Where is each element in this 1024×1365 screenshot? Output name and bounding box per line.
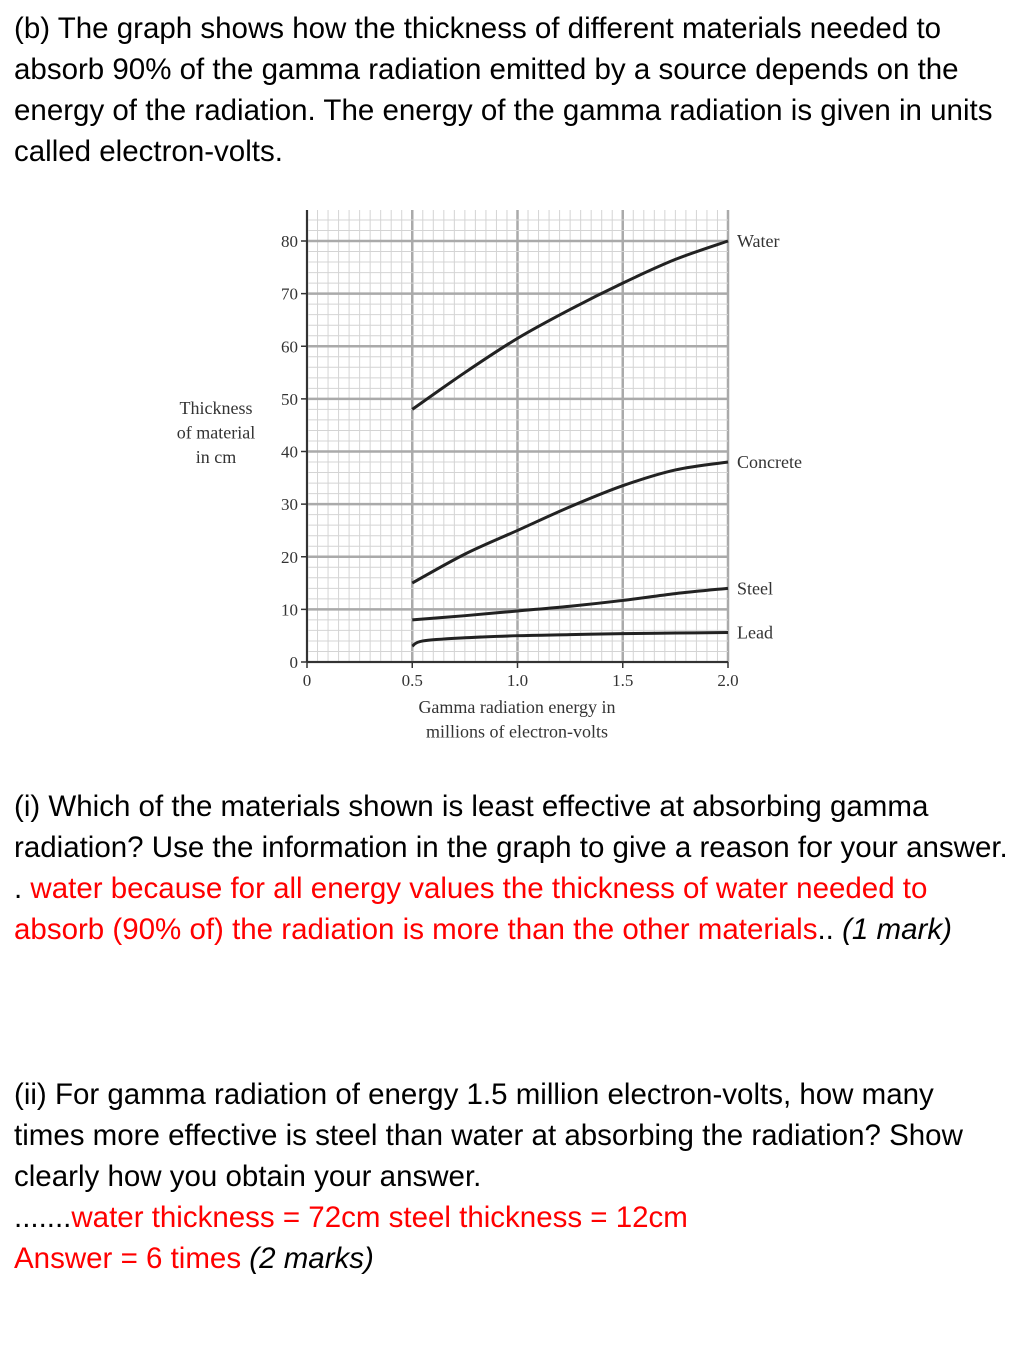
question-2	[14, 1074, 1010, 1279]
answer-1-prefix: .	[14, 872, 31, 905]
y-axis-label-line: Thickness	[179, 398, 253, 418]
x-tick-label: 0.5	[401, 671, 423, 690]
x-tick-label: 0	[302, 671, 312, 690]
y-tick-label: 60	[281, 337, 298, 357]
y-tick-label: 10	[281, 600, 298, 620]
y-tick-label: 30	[281, 495, 298, 515]
y-tick-label: 20	[281, 547, 298, 567]
y-axis-label-line: in cm	[195, 447, 237, 467]
question-1	[14, 786, 1010, 950]
x-axis-label	[418, 697, 615, 742]
x-axis-label-line: Gamma radiation energy in	[418, 697, 616, 717]
series-label-concrete: Concrete	[737, 452, 802, 473]
working-prefix: .......	[14, 1201, 72, 1234]
x-tick-label: 2.0	[717, 671, 739, 690]
y-tick-label: 0	[289, 653, 298, 672]
marks-1: (1 mark)	[842, 913, 952, 946]
y-tick-label: 70	[281, 284, 298, 304]
y-tick-label: 50	[281, 389, 298, 409]
answer-2-text: Answer = 6 times	[14, 1242, 242, 1275]
working-text: water thickness = 72cm steel thickness = 12cm	[71, 1201, 688, 1234]
y-axis-label-line: of material	[176, 422, 256, 443]
question-2-text: (ii) For gamma radiation of energy 1.5 million electron-volts, how many times more effective is steel than water at absorbing the radiation? Show clearly how you obtain your answer.	[14, 1078, 963, 1193]
x-tick-label: 1.5	[612, 671, 634, 690]
intro-text: (b) The graph shows how the thickness of different materials needed to absorb 90% of the gamma radiation emitted by a source depends on the energy of the radiation. The energy of the gamma radiation is given in units called electron-volts.	[14, 12, 993, 168]
x-axis-label-line: millions of electron-volts	[426, 721, 608, 742]
y-axis-label	[177, 398, 255, 467]
x-tick-label: 1.0	[506, 671, 529, 690]
y-tick-label: 40	[281, 442, 298, 462]
question-1-text: (i) Which of the materials shown is least effective at absorbing gamma radiation? Use the information in the graph to give a reason for your answer.	[14, 790, 1008, 864]
y-tick-label: 80	[281, 232, 298, 251]
series-label-lead: Lead	[737, 622, 773, 643]
chart-ticks	[281, 232, 739, 690]
series-label-steel: Steel	[737, 578, 773, 599]
marks-2: (2 marks)	[249, 1242, 374, 1275]
answer-1-suffix: ..	[817, 913, 834, 946]
thickness-chart	[0, 195, 1024, 755]
series-label-water: Water	[737, 231, 780, 251]
answer-1-text: water because for all energy values the thickness of water needed to absorb (90% of) the radiation is more than the other materials	[14, 872, 928, 946]
